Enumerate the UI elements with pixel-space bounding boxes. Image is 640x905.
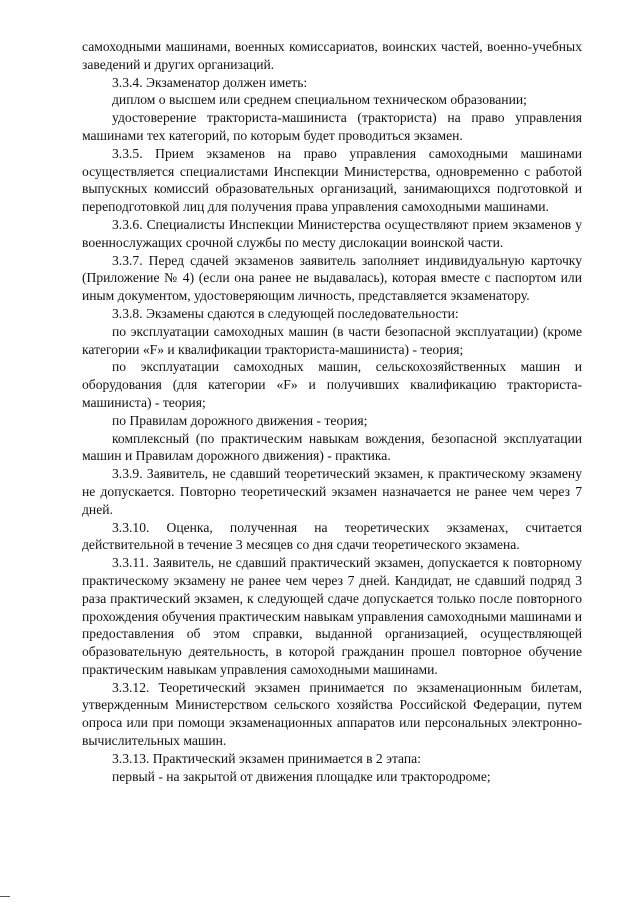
paragraph-3-3-11: 3.3.11. Заявитель, не сдавший практический экзамен, допускается к повторному практическому экзамену не ранее чем через 7 дней. Кандидат, не сдавший подряд 3 раза практический экзамен, к следующей сдаче допускается только после повторного прохождения обучения практическим навыкам управления самоходными машинами и предоставления об этом справки, выданной организацией, осуществляющей образовательную деятельность, в которой гражданин прошел повторное обучение практическим навыкам управления самоходными машинами. — [82, 555, 582, 677]
paragraph-first-stage: первый - на закрытой от движения площадке или трактородроме; — [112, 768, 491, 784]
paragraph-3-3-5: 3.3.5. Прием экзаменов на право управления самоходными машинами осуществляется специалистами Инспекции Министерства, одновременно с работой выпускных комиссий образовательных организаций, занимающихся подготовкой и переподготовкой лиц для получения права управления самоходными машинами. — [82, 145, 582, 215]
scan-edge-mark — [0, 896, 10, 897]
paragraph-continuation: самоходными машинами, военных комиссариатов, воинских частей, военно-учебных заведений и других организаций. — [82, 39, 582, 72]
paragraph-diploma-requirement: диплом о высшем или среднем специальном техническом образовании; — [112, 92, 527, 108]
paragraph-3-3-10: 3.3.10. Оценка, полученная на теоретических экзаменах, считается действительной в течение 3 месяцев со дня сдачи теоретического экзамена. — [82, 519, 582, 553]
paragraph-exam-complex-practice: комплексный (по практическим навыкам вождения, безопасной эксплуатации машин и Правилам дорожного движения) - практика. — [82, 430, 582, 464]
paragraph-3-3-13: 3.3.13. Практический экзамен принимается в 2 этапа: — [112, 750, 421, 766]
paragraph-3-3-6: 3.3.6. Специалисты Инспекции Министерства осуществляют прием экзаменов у военнослужащих срочной службы по месту дислокации воинской части. — [82, 216, 582, 250]
paragraph-license-requirement: удостоверение тракториста-машиниста (тракториста) на право управления машинами тех категорий, по которым будет проводиться экзамен. — [82, 110, 582, 143]
paragraph-3-3-4: 3.3.4. Экзаменатор должен иметь: — [112, 74, 308, 90]
document-body — [82, 38, 582, 785]
paragraph-3-3-7: 3.3.7. Перед сдачей экзаменов заявитель заполняет индивидуальную карточку (Приложение № 4) (если она ранее не выдавалась), которая вместе с паспортом или иным документом, удостоверяющим личность, представляется экзаменатору. — [82, 252, 582, 304]
paragraph-exam-safe-operation: по эксплуатации самоходных машин (в части безопасной эксплуатации) (кроме категории «F» и квалификации тракториста-машиниста) - теория; — [82, 323, 582, 357]
paragraph-3-3-12: 3.3.12. Теоретический экзамен принимается по экзаменационным билетам, утвержденным Министерством сельского хозяйства Российской Федерации, путем опроса или при помощи экзаменационных аппаратов или персональных электронно-вычислительных машин. — [82, 679, 582, 749]
paragraph-3-3-9: 3.3.9. Заявитель, не сдавший теоретический экзамен, к практическому экзамену не допускается. Повторно теоретический экзамен назначается не ранее чем через 7 дней. — [82, 466, 582, 517]
paragraph-exam-traffic-rules: по Правилам дорожного движения - теория; — [112, 412, 368, 428]
paragraph-3-3-8: 3.3.8. Экзамены сдаются в следующей последовательности: — [112, 305, 459, 321]
paragraph-exam-category-f: по эксплуатации самоходных машин, сельскохозяйственных машин и оборудования (для категории «F» и получивших квалификацию тракториста-машиниста) - теория; — [82, 359, 582, 410]
